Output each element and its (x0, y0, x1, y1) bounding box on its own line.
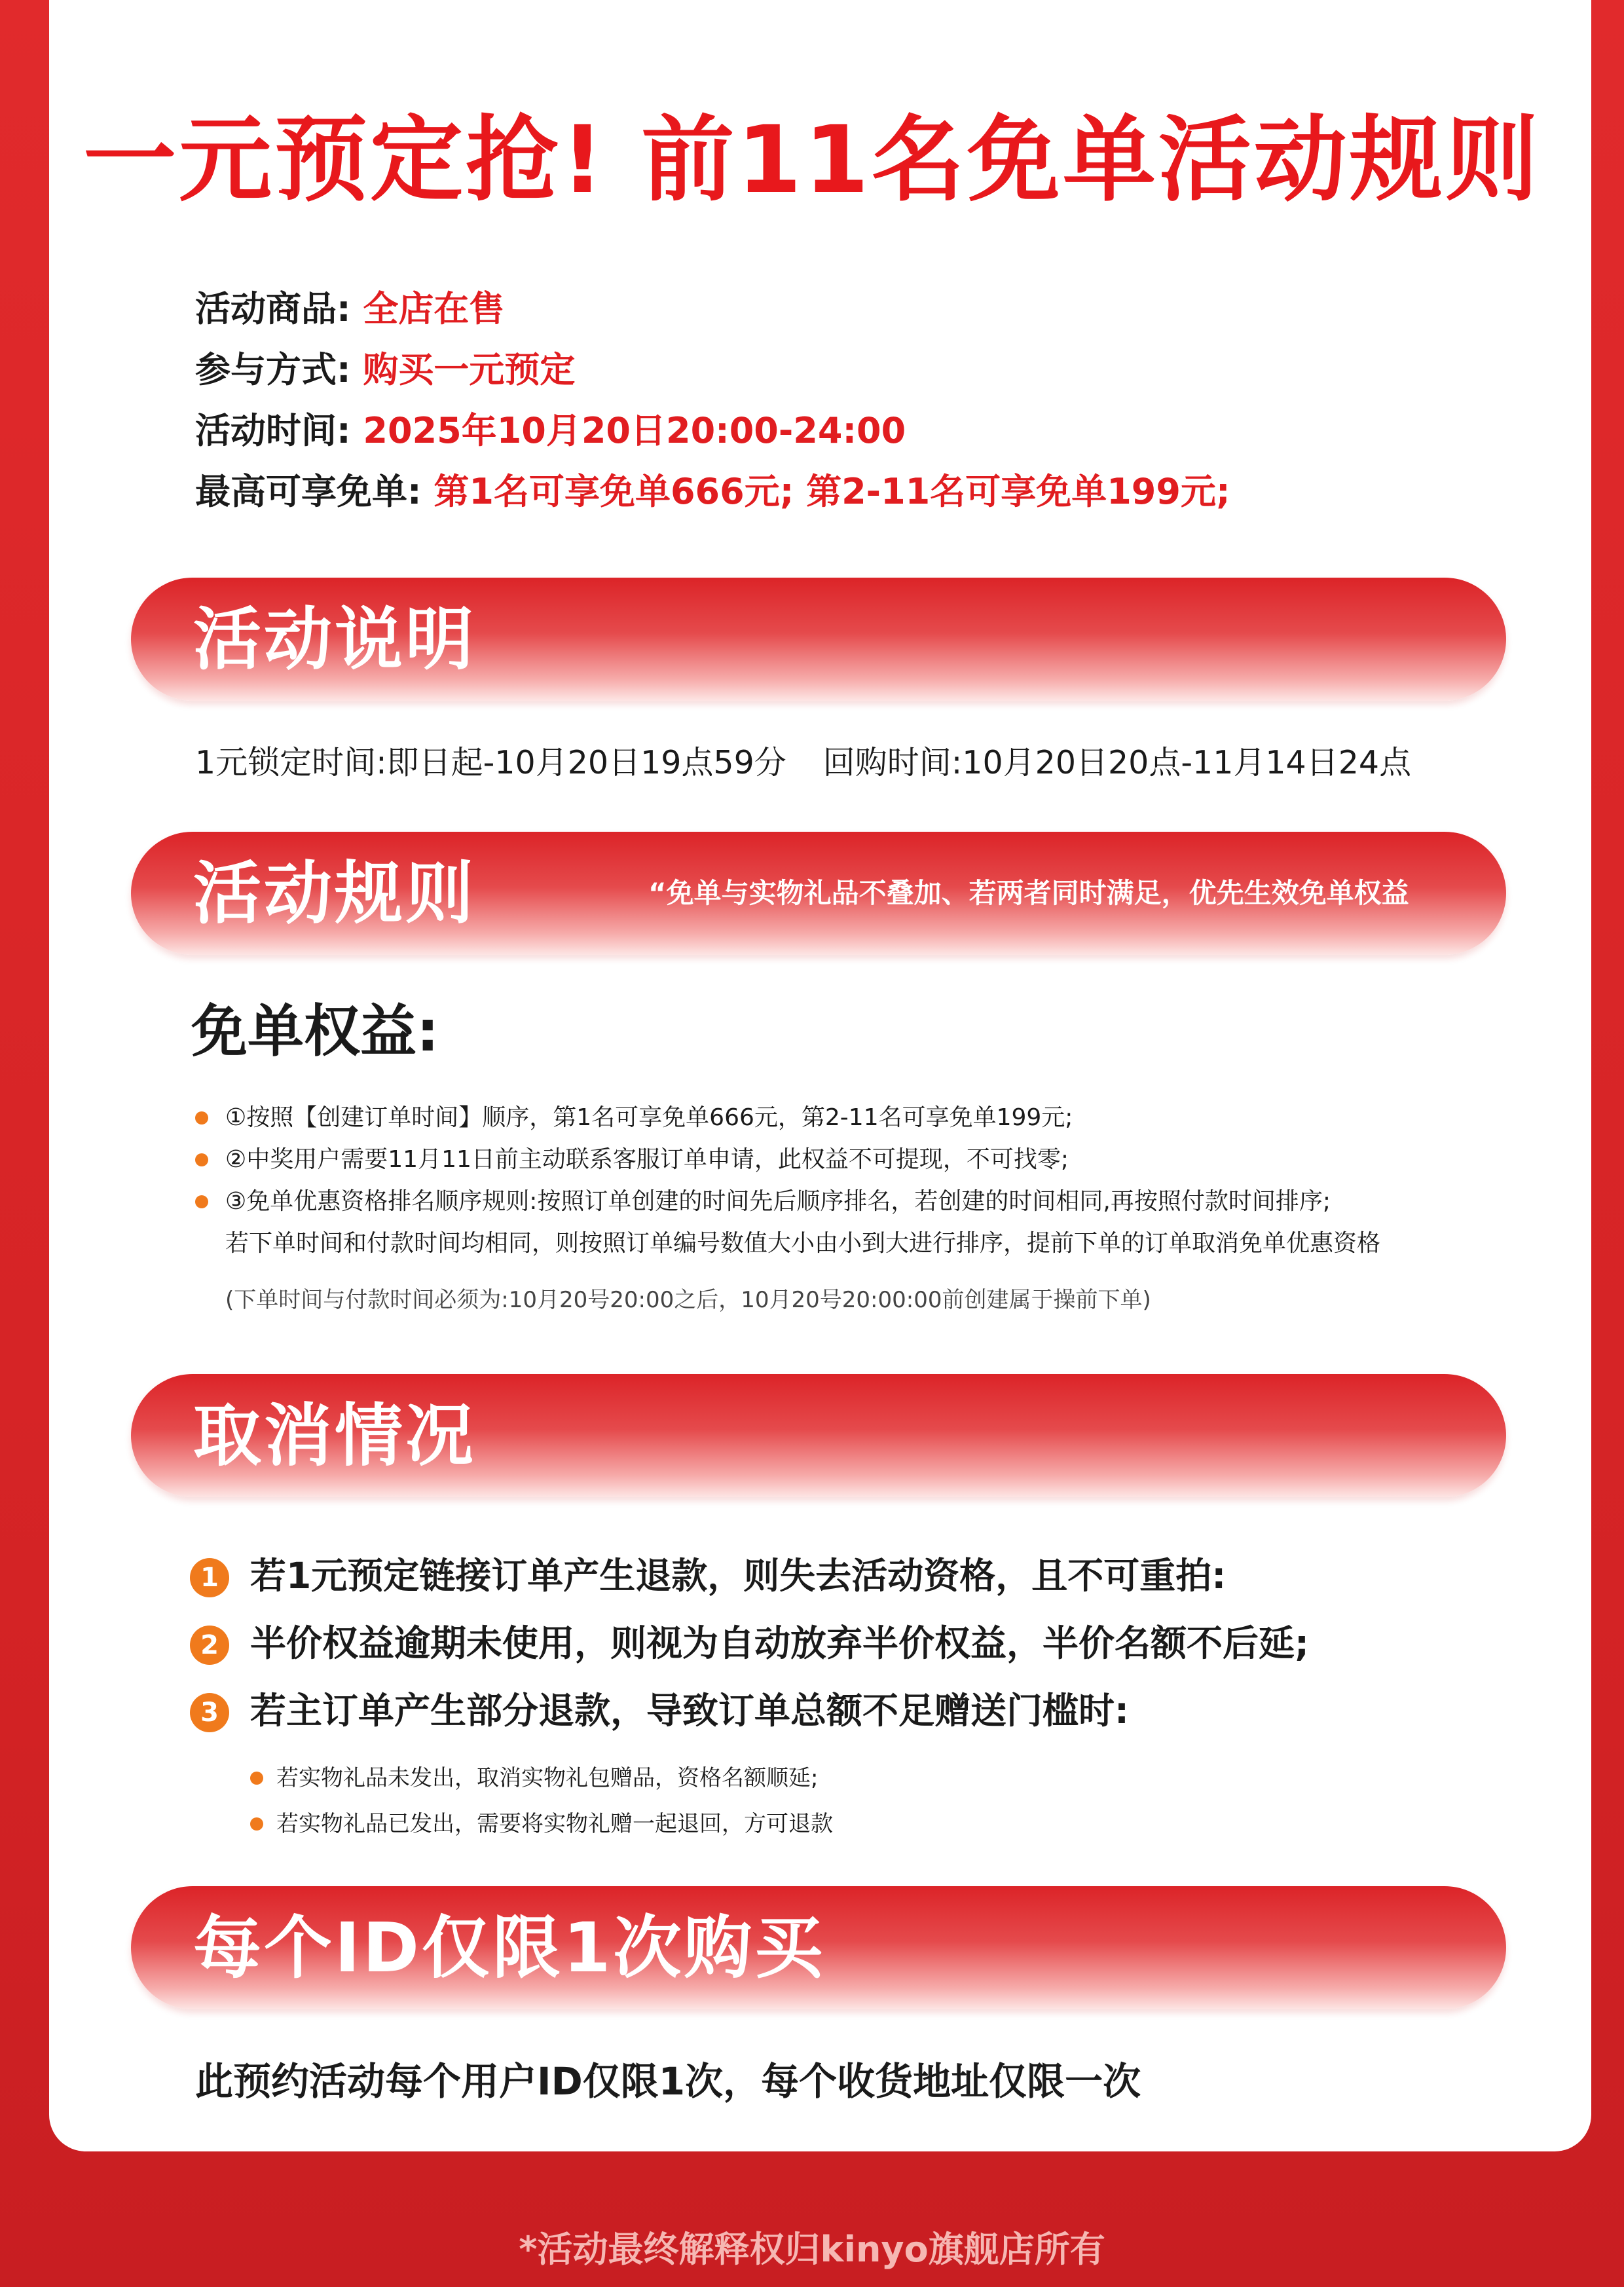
sub-list (190, 1755, 1309, 1847)
section-banner-description (131, 578, 1506, 701)
sub-text: 若实物礼品未发出，取消实物礼包赠品，资格名额顺延; (276, 1765, 819, 1791)
sub-text: 若实物礼品已发出，需要将实物礼赠一起退回，方可退款 (276, 1811, 833, 1837)
info-value: 购买一元预定 (363, 349, 576, 390)
banner-title: 每个ID仅限1次购买 (193, 1908, 826, 1988)
rule-text: ③免单优惠资格排名顺序规则:按照订单创建的时间先后顺序排名，若创建的时间相同,再按照付款时间排序; (225, 1188, 1331, 1215)
cancel-text: 若主订单产生部分退款，导致订单总额不足赠送门槛时: (250, 1690, 1129, 1732)
info-row-product (195, 278, 1230, 339)
cancel-text: 半价权益逾期未使用，则视为自动放弃半价权益，半价名额不后延; (250, 1622, 1309, 1664)
number-badge-icon: 3 (190, 1693, 229, 1732)
bullet-dot-icon (195, 1195, 208, 1208)
footer-disclaimer: *活动最终解释权归kinyo旗舰店所有 (519, 2229, 1105, 2270)
rule-continuation: 若下单时间和付款时间均相同，则按照订单编号数值大小由小到大进行排序，提前下单的订单取消免单优惠资格 (225, 1230, 1381, 1257)
list-item (190, 1755, 1309, 1801)
info-label: 参与方式: (195, 349, 363, 390)
section-banner-cancellation (131, 1374, 1506, 1497)
buyback-time-text: 回购时间:10月20日20点-11月14日24点 (822, 744, 1412, 781)
rule-list (195, 1097, 1380, 1321)
cancel-text: 若1元预定链接订单产生退款，则失去活动资格，且不可重拍: (250, 1555, 1227, 1597)
banner-note: “免单与实物礼品不叠加、若两者同时满足，优先生效免单权益 (648, 877, 1409, 909)
number-badge-icon: 2 (190, 1626, 229, 1665)
info-label: 活动商品: (195, 288, 363, 329)
info-value: 第1名可享免单666元; 第2-11名可享免单199元; (434, 471, 1230, 512)
number-badge-icon: 1 (190, 1558, 229, 1597)
cancellation-list (190, 1542, 1309, 1847)
list-item (195, 1097, 1380, 1139)
info-row-time (195, 400, 1230, 461)
rule-text: ①按照【创建订单时间】顺序，第1名可享免单666元，第2-11名可享免单199元; (225, 1104, 1073, 1131)
info-label: 活动时间: (195, 410, 363, 451)
list-item (190, 1677, 1309, 1745)
info-value: 全店在售 (363, 288, 505, 329)
section-banner-rules (131, 832, 1506, 955)
time-line (195, 740, 1411, 786)
info-row-max-free (195, 461, 1230, 522)
info-value: 2025年10月20日20:00-24:00 (363, 410, 906, 451)
list-item (195, 1139, 1380, 1181)
limit-text: 此预约活动每个用户ID仅限1次，每个收货地址仅限一次 (195, 2059, 1141, 2104)
banner-title: 活动说明 (193, 599, 477, 679)
list-item (190, 1801, 1309, 1847)
bullet-dot-icon (195, 1153, 208, 1166)
banner-title: 取消情况 (193, 1396, 477, 1476)
rule-text: ②中奖用户需要11月11日前主动联系客服订单申请，此权益不可提现，不可找零; (225, 1146, 1069, 1173)
info-label: 最高可享免单: (195, 471, 434, 512)
list-item (190, 1542, 1309, 1610)
list-item (190, 1610, 1309, 1677)
time-requirement-note: (下单时间与付款时间必须为:10月20号20:00之后，10月20号20:00:00前创建属于操前下单) (225, 1287, 1151, 1313)
bullet-dot-icon (250, 1772, 263, 1785)
list-item (195, 1181, 1380, 1223)
banner-title: 活动规则 (193, 853, 477, 933)
section-banner-limit (131, 1886, 1506, 2009)
page-title: 一元预定抢! 前11名免单活动规则 (83, 106, 1541, 214)
activity-info (195, 278, 1230, 522)
info-row-method (195, 339, 1230, 400)
free-benefit-heading: 免单权益: (191, 999, 439, 1064)
lock-time-text: 1元锁定时间:即日起-10月20日19点59分 (195, 744, 786, 781)
bullet-dot-icon (250, 1817, 263, 1831)
bullet-dot-icon (195, 1111, 208, 1125)
